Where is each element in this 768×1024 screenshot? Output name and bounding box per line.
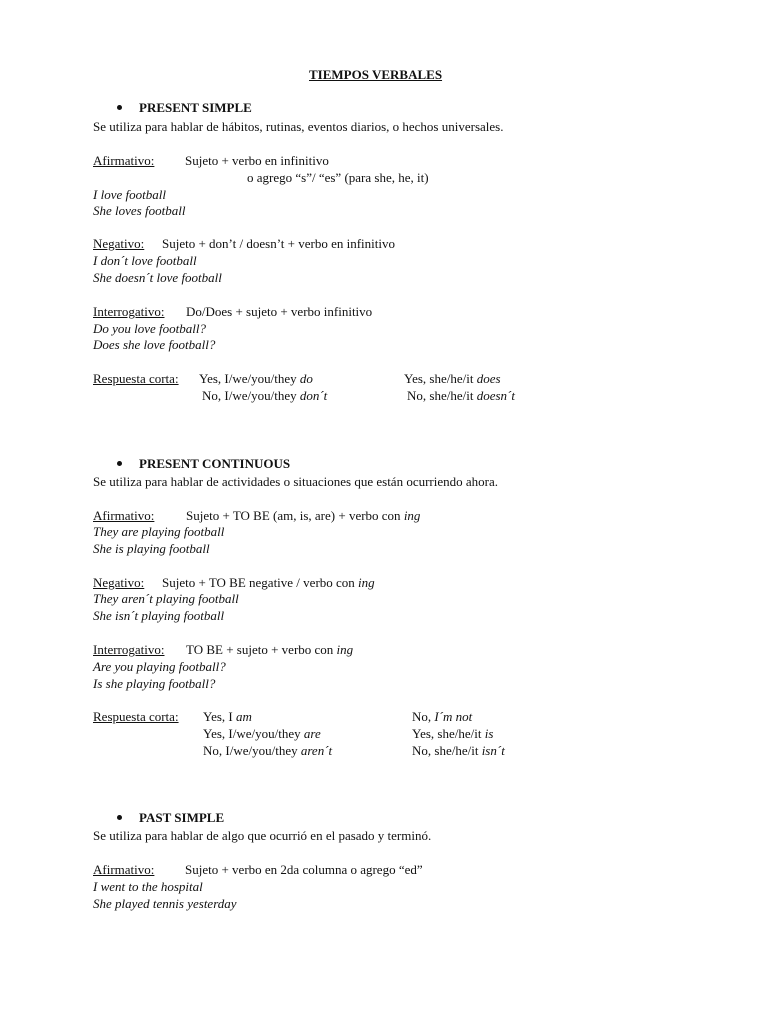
respuesta-corta-label: Respuesta corta: — [93, 371, 179, 386]
short-answer-left: Yes, I am — [203, 709, 252, 724]
interrogativo-rule: TO BE + sujeto + verbo con ing — [186, 642, 354, 657]
section-description: Se utiliza para hablar de actividades o situaciones que están ocurriendo ahora. — [93, 474, 499, 489]
interrogativo-rule: Do/Does + sujeto + verbo infinitivo — [186, 304, 373, 319]
example-line: They are playing football — [93, 524, 225, 539]
section-heading-present-continuous: PRESENT CONTINUOUS — [139, 456, 291, 471]
section-description: Se utiliza para hablar de hábitos, rutinas, eventos diarios, o hechos universales. — [93, 119, 504, 134]
short-answer-right: No, she/he/it doesn´t — [407, 388, 515, 403]
short-answer-left: Yes, I/we/you/they do — [199, 371, 313, 386]
afirmativo-rule: Sujeto + verbo en 2da columna o agrego “ed” — [185, 862, 423, 877]
example-line: Do you love football? — [93, 321, 207, 336]
bullet-icon — [117, 815, 122, 820]
example-line: I went to the hospital — [93, 879, 203, 894]
section-description: Se utiliza para hablar de algo que ocurrió en el pasado y terminó. — [93, 828, 432, 843]
example-line: Is she playing football? — [93, 676, 216, 691]
afirmativo-label: Afirmativo: — [93, 508, 155, 523]
afirmativo-rule: Sujeto + verbo en infinitivo — [185, 153, 329, 168]
example-line: She loves football — [93, 203, 186, 218]
short-answer-left: Yes, I/we/you/they are — [203, 726, 321, 741]
short-answer-right: Yes, she/he/it does — [404, 371, 501, 386]
interrogativo-label: Interrogativo: — [93, 642, 165, 657]
negativo-label: Negativo: — [93, 575, 145, 590]
example-line: She is playing football — [93, 541, 210, 556]
interrogativo-label: Interrogativo: — [93, 304, 165, 319]
page-title: TIEMPOS VERBALES — [309, 67, 443, 82]
example-line: She isn´t playing football — [93, 608, 225, 623]
afirmativo-rule-2: o agrego “s”/ “es” (para she, he, it) — [247, 170, 429, 185]
bullet-icon — [117, 105, 122, 110]
example-line: Are you playing football? — [93, 659, 226, 674]
bullet-icon — [117, 461, 122, 466]
negativo-rule: Sujeto + don’t / doesn’t + verbo en infinitivo — [162, 236, 395, 251]
short-answer-left: No, I/we/you/they aren´t — [203, 743, 333, 758]
afirmativo-label: Afirmativo: — [93, 153, 155, 168]
afirmativo-label: Afirmativo: — [93, 862, 155, 877]
example-line: She played tennis yesterday — [93, 896, 237, 911]
example-line: I don´t love football — [93, 253, 197, 268]
short-answer-right: No, she/he/it isn´t — [412, 743, 505, 758]
negativo-rule: Sujeto + TO BE negative / verbo con ing — [162, 575, 375, 590]
short-answer-left: No, I/we/you/they don´t — [202, 388, 328, 403]
example-line: They aren´t playing football — [93, 591, 239, 606]
negativo-label: Negativo: — [93, 236, 145, 251]
section-heading-past-simple: PAST SIMPLE — [139, 810, 225, 825]
afirmativo-rule: Sujeto + TO BE (am, is, are) + verbo con ing — [186, 508, 421, 523]
example-line: I love football — [93, 187, 166, 202]
short-answer-right: Yes, she/he/it is — [412, 726, 494, 741]
example-line: Does she love football? — [93, 337, 216, 352]
example-line: She doesn´t love football — [93, 270, 222, 285]
short-answer-right: No, I´m not — [412, 709, 473, 724]
respuesta-corta-label: Respuesta corta: — [93, 709, 179, 724]
section-heading-present-simple: PRESENT SIMPLE — [139, 100, 252, 115]
